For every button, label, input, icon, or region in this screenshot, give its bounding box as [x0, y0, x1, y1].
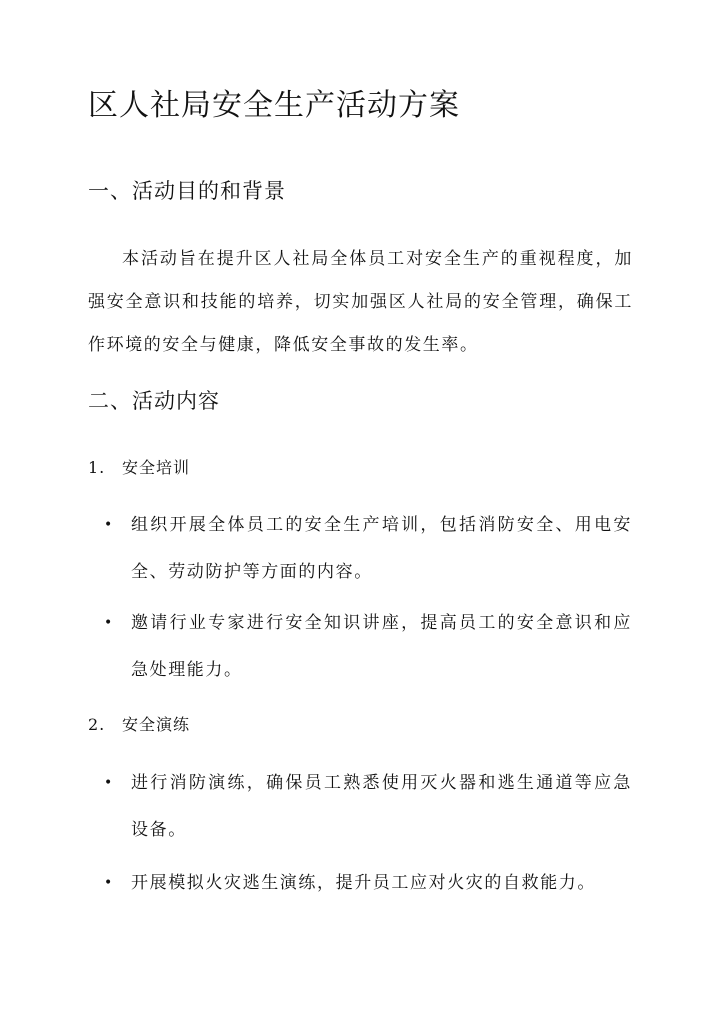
subsection-number: 1. [88, 458, 106, 477]
list-item-text: 邀请行业专家进行安全知识讲座，提高员工的安全意识和应急处理能力。 [131, 613, 632, 680]
bullet-icon: • [104, 517, 114, 533]
background-paragraph: 本活动旨在提升区人社局全体员工对安全生产的重视程度，加强安全意识和技能的培养，切实加强区人社局的安全管理，确保工作环境的安全与健康，降低安全事故的发生率。 [88, 249, 633, 355]
subsection-heading-drill [88, 712, 190, 738]
subsection-title: 安全培训 [122, 458, 191, 477]
list-item [104, 502, 632, 596]
list-item-text: 进行消防演练，确保员工熟悉使用灭火器和逃生通道等应急设备。 [131, 773, 632, 840]
section-heading-background: 一、活动目的和背景 [88, 179, 286, 203]
section-heading-content: 二、活动内容 [88, 389, 220, 413]
list-item [104, 760, 632, 854]
subsection-number: 2. [88, 715, 106, 734]
bullet-icon: • [104, 875, 114, 891]
subsection-title: 安全演练 [122, 715, 191, 734]
list-item-text: 组织开展全体员工的安全生产培训，包括消防安全、用电安全、劳动防护等方面的内容。 [131, 515, 632, 582]
list-item-text: 开展模拟火灾逃生演练，提升员工应对火灾的自救能力。 [131, 873, 596, 893]
subsection-heading-training [88, 455, 190, 481]
list-item [104, 860, 632, 907]
document-title: 区人社局安全生产活动方案 [88, 88, 460, 123]
bullet-icon: • [104, 775, 114, 791]
bullet-icon: • [104, 615, 114, 631]
list-item [104, 600, 632, 694]
